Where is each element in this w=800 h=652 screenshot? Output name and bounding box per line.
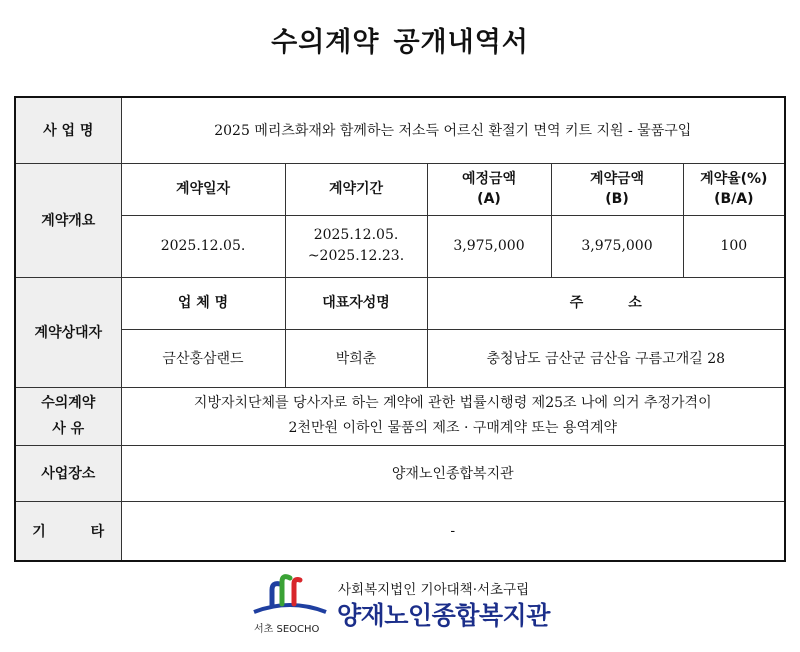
contract-table: [14, 96, 786, 562]
representative-value: 박희춘: [285, 329, 427, 387]
org-subtitle: 사회복지법인 기아대책·서초구립: [338, 582, 530, 598]
estimated-amount-value: 3,975,000: [427, 215, 551, 277]
reason-line1: 지방자치단체를 당사자로 하는 계약에 관한 법률시행령 제25조 나에 의거 추정가격이: [193, 395, 712, 411]
seocho-logo-icon: [250, 572, 330, 622]
org-name: 양재노인종합복지관: [337, 601, 550, 630]
title-part2: 공개내역서: [393, 27, 529, 58]
contract-overview-label: 계약개요: [15, 163, 121, 277]
header-amount-line2: (B): [605, 191, 629, 207]
header-contract-rate: [683, 163, 785, 215]
row-contract-overview-header: [15, 163, 785, 215]
contract-amount-value: 3,975,000: [551, 215, 683, 277]
row-location: [15, 445, 785, 501]
reason-label: [15, 387, 121, 445]
location-value: 양재노인종합복지관: [121, 445, 785, 501]
header-contract-amount: [551, 163, 683, 215]
header-estimated-line1: 예정금액: [461, 171, 517, 187]
row-contract-overview-values: [15, 215, 785, 277]
reason-value: [121, 387, 785, 445]
footer: [250, 572, 570, 636]
other-value: -: [121, 501, 785, 561]
header-company: 업 체 명: [121, 277, 285, 329]
title-part1: 수의계약: [271, 27, 380, 58]
header-representative: 대표자성명: [285, 277, 427, 329]
logo-text: 서초 SEOCHO: [254, 624, 320, 635]
address-value: 충청남도 금산군 금산읍 구름고개길 28: [427, 329, 785, 387]
period-end: ~2025.12.23.: [307, 248, 405, 264]
header-contract-date: 계약일자: [121, 163, 285, 215]
reason-label-line2: 사 유: [52, 421, 85, 437]
row-counterparty-header: [15, 277, 785, 329]
header-amount-line1: 계약금액: [589, 171, 645, 187]
other-label: 기 타: [15, 501, 121, 561]
row-reason: [15, 387, 785, 445]
period-start: 2025.12.05.: [313, 227, 399, 243]
header-rate-line1: 계약율(%): [700, 171, 768, 187]
header-estimated-amount: [427, 163, 551, 215]
row-project-name: [15, 97, 785, 163]
header-address: 주 소: [427, 277, 785, 329]
row-counterparty-values: [15, 329, 785, 387]
company-value: 금산홍삼랜드: [121, 329, 285, 387]
contract-rate-value: 100: [683, 215, 785, 277]
reason-label-line1: 수의계약: [41, 395, 96, 411]
seocho-logo: [250, 572, 330, 636]
project-name-label: 사 업 명: [15, 97, 121, 163]
header-rate-line2: (B/A): [714, 191, 754, 207]
header-estimated-line2: (A): [477, 191, 501, 207]
counterparty-label: 계약상대자: [15, 277, 121, 387]
document-title: [0, 20, 800, 59]
location-label: 사업장소: [15, 445, 121, 501]
header-contract-period: 계약기간: [285, 163, 427, 215]
contract-period-value: [285, 215, 427, 277]
row-other: [15, 501, 785, 561]
reason-line2: 2천만원 이하인 물품의 제조 · 구매계약 또는 용역계약: [288, 420, 618, 436]
project-name-value: 2025 메리츠화재와 함께하는 저소득 어르신 환절기 면역 키트 지원 - 물품구입: [121, 97, 785, 163]
contract-date-value: 2025.12.05.: [121, 215, 285, 277]
